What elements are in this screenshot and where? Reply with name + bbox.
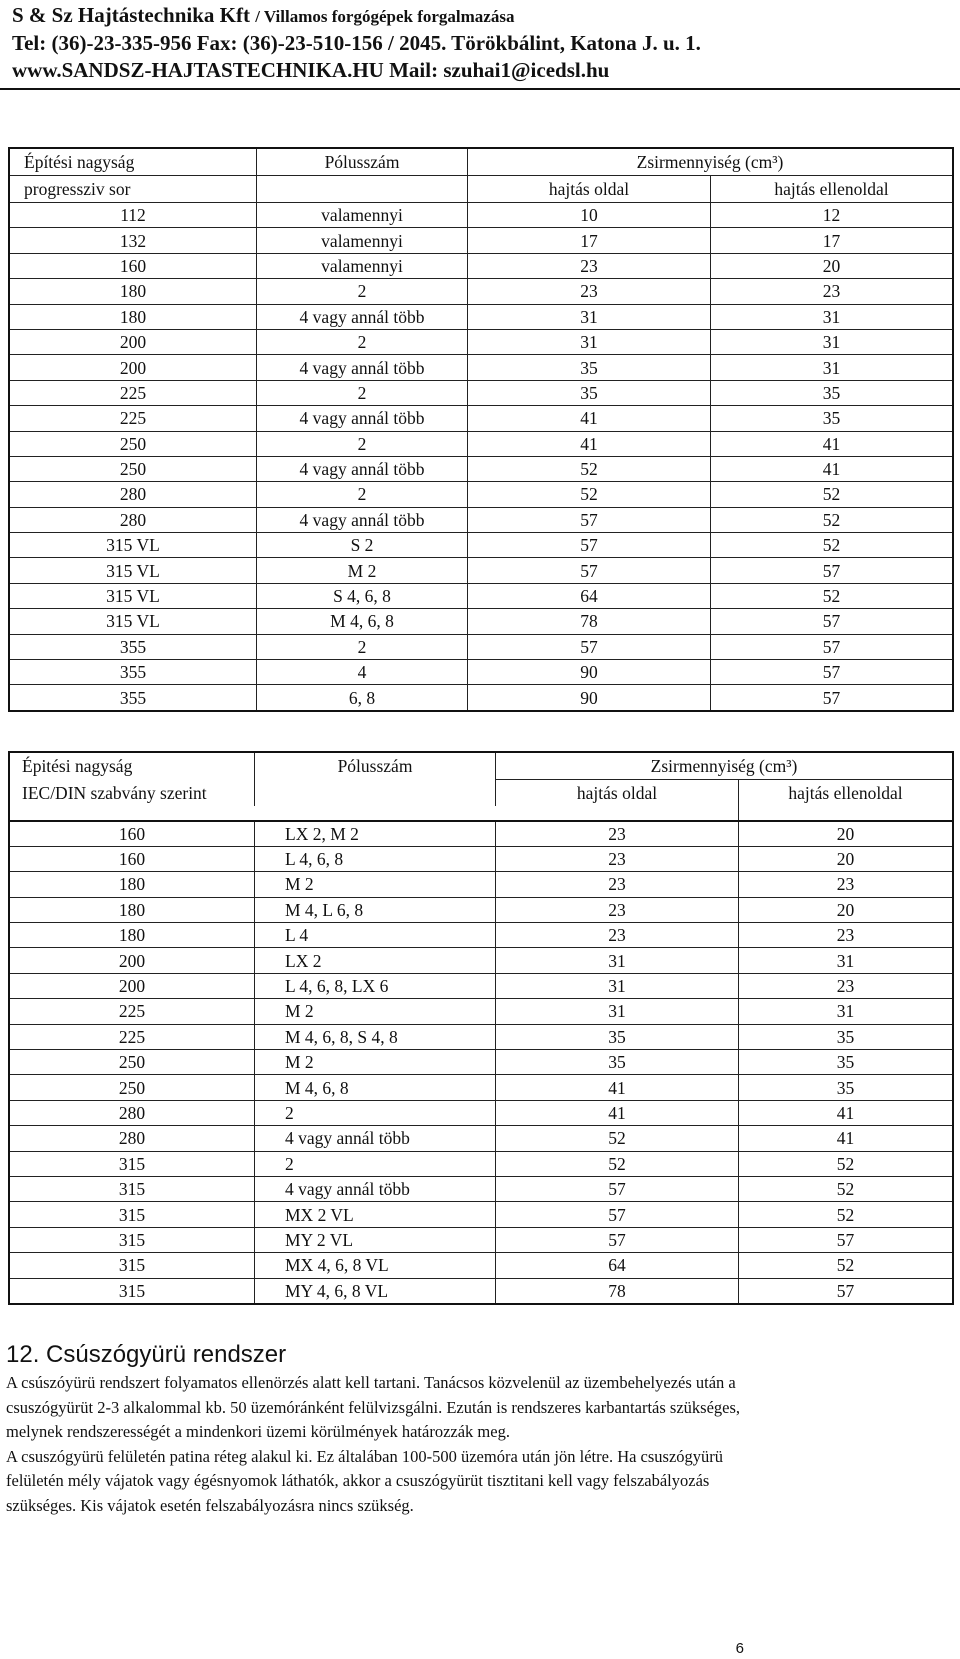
cell-opp: 57 bbox=[711, 660, 954, 685]
section-line: melynek rendszerességét a mindenkori üzemi körülmények határozzák meg. bbox=[6, 1422, 510, 1441]
cell-drive: 35 bbox=[496, 1024, 739, 1049]
cell-opp: 41 bbox=[739, 1126, 954, 1151]
cell-poles: 4 vagy annál több bbox=[255, 1126, 496, 1151]
cell-poles: 2 bbox=[257, 279, 468, 304]
cell-drive: 52 bbox=[468, 482, 711, 507]
table-row bbox=[9, 1227, 953, 1252]
cell-poles: M 4, 6, 8, S 4, 8 bbox=[255, 1024, 496, 1049]
table2-header-row-1 bbox=[9, 752, 953, 780]
cell-opp: 52 bbox=[711, 482, 954, 507]
table-row bbox=[9, 1050, 953, 1075]
cell-poles: 4 vagy annál több bbox=[257, 406, 468, 431]
cell-opp: 31 bbox=[711, 355, 954, 380]
cell-poles: M 4, 6, 8 bbox=[257, 609, 468, 634]
cell-size: 200 bbox=[9, 948, 255, 973]
page-number: 6 bbox=[735, 1640, 744, 1657]
cell-poles: M 2 bbox=[257, 558, 468, 583]
cell-drive: 52 bbox=[468, 456, 711, 481]
table-row bbox=[9, 609, 953, 634]
cell-opp: 31 bbox=[739, 948, 954, 973]
cell-opp: 52 bbox=[739, 1202, 954, 1227]
cell-poles: 6, 8 bbox=[257, 685, 468, 711]
cell-size: 355 bbox=[9, 660, 257, 685]
table-row bbox=[9, 304, 953, 329]
cell-drive: 23 bbox=[496, 923, 739, 948]
cell-size: 112 bbox=[9, 203, 257, 228]
cell-size: 180 bbox=[9, 923, 255, 948]
cell-poles: L 4, 6, 8 bbox=[255, 846, 496, 871]
table-row bbox=[9, 507, 953, 532]
table-row bbox=[9, 685, 953, 711]
cell-poles: valamennyi bbox=[257, 253, 468, 278]
table-row bbox=[9, 329, 953, 354]
cell-opp: 23 bbox=[739, 923, 954, 948]
cell-size: 315 VL bbox=[9, 583, 257, 608]
cell-poles: 2 bbox=[257, 329, 468, 354]
table-row bbox=[9, 482, 953, 507]
cell-drive: 52 bbox=[496, 1151, 739, 1176]
table-row bbox=[9, 203, 953, 228]
cell-drive: 35 bbox=[468, 355, 711, 380]
cell-size: 250 bbox=[9, 431, 257, 456]
cell-size: 225 bbox=[9, 1024, 255, 1049]
table-row bbox=[9, 923, 953, 948]
table1-head-poles: Pólusszám bbox=[257, 148, 468, 176]
table1-head-empty bbox=[257, 176, 468, 203]
cell-size: 315 bbox=[9, 1176, 255, 1201]
cell-opp: 41 bbox=[711, 431, 954, 456]
cell-opp: 57 bbox=[711, 609, 954, 634]
table2-head-grease: Zsirmennyiség (cm³) bbox=[496, 752, 954, 780]
table-row bbox=[9, 660, 953, 685]
table1-head-opposite-side: hajtás ellenoldal bbox=[711, 176, 954, 203]
cell-opp: 31 bbox=[711, 329, 954, 354]
cell-size: 132 bbox=[9, 228, 257, 253]
cell-poles: MY 4, 6, 8 VL bbox=[255, 1278, 496, 1304]
cell-size: 180 bbox=[9, 872, 255, 897]
cell-size: 315 VL bbox=[9, 533, 257, 558]
cell-poles: LX 2 bbox=[255, 948, 496, 973]
cell-poles: 2 bbox=[257, 634, 468, 659]
cell-opp: 31 bbox=[739, 999, 954, 1024]
cell-poles: MY 2 VL bbox=[255, 1227, 496, 1252]
table-row bbox=[9, 1278, 953, 1304]
cell-opp: 57 bbox=[739, 1227, 954, 1252]
cell-opp: 23 bbox=[711, 279, 954, 304]
cell-size: 225 bbox=[9, 406, 257, 431]
section-line: szükséges. Kis vájatok esetén felszabályozásra nincs szükség. bbox=[6, 1495, 414, 1515]
cell-size: 250 bbox=[9, 1075, 255, 1100]
cell-drive: 23 bbox=[496, 821, 739, 847]
cell-drive: 64 bbox=[496, 1253, 739, 1278]
cell-drive: 90 bbox=[468, 660, 711, 685]
cell-opp: 41 bbox=[711, 456, 954, 481]
cell-size: 225 bbox=[9, 380, 257, 405]
slip-ring-section bbox=[6, 1339, 946, 1518]
table1-head-size-sub: progressziv sor bbox=[9, 176, 257, 203]
cell-opp: 20 bbox=[711, 253, 954, 278]
cell-poles: 2 bbox=[257, 380, 468, 405]
cell-size: 315 bbox=[9, 1278, 255, 1304]
header-line-1 bbox=[12, 2, 952, 30]
table2-head-size-sub: IEC/DIN szabvány szerint bbox=[9, 780, 255, 806]
table-row bbox=[9, 279, 953, 304]
cell-opp: 57 bbox=[711, 685, 954, 711]
cell-drive: 41 bbox=[496, 1100, 739, 1125]
cell-size: 315 VL bbox=[9, 609, 257, 634]
cell-poles: 2 bbox=[257, 482, 468, 507]
table-row bbox=[9, 846, 953, 871]
cell-drive: 17 bbox=[468, 228, 711, 253]
company-tagline: / Villamos forgógépek forgalmazása bbox=[255, 7, 515, 26]
cell-opp: 41 bbox=[739, 1100, 954, 1125]
table2-head-poles: Pólusszám bbox=[255, 752, 496, 780]
cell-drive: 57 bbox=[496, 1202, 739, 1227]
cell-drive: 57 bbox=[496, 1176, 739, 1201]
section-title: 12. Csúszógyürü rendszer bbox=[6, 1341, 287, 1368]
table1-head-size: Építési nagyság bbox=[9, 148, 257, 176]
table-row bbox=[9, 1024, 953, 1049]
cell-drive: 23 bbox=[468, 253, 711, 278]
cell-size: 160 bbox=[9, 253, 257, 278]
header-divider bbox=[0, 88, 960, 90]
cell-size: 280 bbox=[9, 507, 257, 532]
header-web-mail-line: www.SANDSZ-HAJTASTECHNIKA.HU Mail: szuhai1@icedsl.hu bbox=[12, 58, 610, 82]
table-row bbox=[9, 634, 953, 659]
cell-opp: 52 bbox=[739, 1151, 954, 1176]
cell-drive: 31 bbox=[468, 304, 711, 329]
cell-poles: S 2 bbox=[257, 533, 468, 558]
cell-opp: 52 bbox=[739, 1253, 954, 1278]
cell-poles: 4 vagy annál több bbox=[257, 507, 468, 532]
table1-header-row-2 bbox=[9, 176, 953, 203]
cell-poles: L 4 bbox=[255, 923, 496, 948]
cell-size: 250 bbox=[9, 456, 257, 481]
table2-head-size: Épitési nagyság bbox=[9, 752, 255, 780]
cell-size: 315 bbox=[9, 1227, 255, 1252]
cell-opp: 12 bbox=[711, 203, 954, 228]
cell-size: 280 bbox=[9, 1126, 255, 1151]
table2-head-opposite-side: hajtás ellenoldal bbox=[739, 780, 954, 806]
cell-opp: 52 bbox=[711, 507, 954, 532]
table2-head-drive-side: hajtás oldal bbox=[496, 780, 739, 806]
table-row bbox=[9, 872, 953, 897]
cell-poles: valamennyi bbox=[257, 228, 468, 253]
table-row bbox=[9, 1176, 953, 1201]
cell-size: 200 bbox=[9, 973, 255, 998]
cell-drive: 57 bbox=[468, 634, 711, 659]
table-row bbox=[9, 431, 953, 456]
cell-poles: 2 bbox=[255, 1100, 496, 1125]
cell-poles: MX 4, 6, 8 VL bbox=[255, 1253, 496, 1278]
cell-drive: 41 bbox=[468, 406, 711, 431]
cell-poles: 4 vagy annál több bbox=[257, 304, 468, 329]
cell-drive: 78 bbox=[496, 1278, 739, 1304]
cell-drive: 31 bbox=[496, 948, 739, 973]
cell-drive: 41 bbox=[496, 1075, 739, 1100]
cell-drive: 57 bbox=[468, 507, 711, 532]
table1-header-row-1 bbox=[9, 148, 953, 176]
cell-opp: 17 bbox=[711, 228, 954, 253]
cell-size: 225 bbox=[9, 999, 255, 1024]
cell-opp: 20 bbox=[739, 897, 954, 922]
cell-poles: M 4, 6, 8 bbox=[255, 1075, 496, 1100]
cell-size: 315 bbox=[9, 1151, 255, 1176]
cell-poles: M 4, L 6, 8 bbox=[255, 897, 496, 922]
grease-table-iec-din bbox=[8, 751, 954, 1305]
cell-size: 180 bbox=[9, 279, 257, 304]
table-row bbox=[9, 1253, 953, 1278]
cell-poles: L 4, 6, 8, LX 6 bbox=[255, 973, 496, 998]
cell-size: 180 bbox=[9, 304, 257, 329]
cell-opp: 52 bbox=[711, 583, 954, 608]
table-row bbox=[9, 1126, 953, 1151]
section-line: A csúszóyürü rendszert folyamatos ellenörzés alatt kell tartani. Tanácsos közvelenül az üzembehelyezés után a bbox=[6, 1373, 736, 1392]
cell-poles: 2 bbox=[257, 431, 468, 456]
table2-header-row-2 bbox=[9, 780, 953, 806]
company-name: S & Sz Hajtástechnika Kft bbox=[12, 3, 250, 27]
table-row bbox=[9, 999, 953, 1024]
table-row bbox=[9, 533, 953, 558]
cell-drive: 23 bbox=[496, 846, 739, 871]
table-row bbox=[9, 1075, 953, 1100]
cell-drive: 31 bbox=[468, 329, 711, 354]
cell-size: 355 bbox=[9, 685, 257, 711]
cell-drive: 64 bbox=[468, 583, 711, 608]
cell-poles: LX 2, M 2 bbox=[255, 821, 496, 847]
table1-head-grease: Zsirmennyiség (cm³) bbox=[636, 152, 784, 172]
table-row bbox=[9, 558, 953, 583]
cell-opp: 57 bbox=[739, 1278, 954, 1304]
cell-size: 315 bbox=[9, 1202, 255, 1227]
cell-drive: 10 bbox=[468, 203, 711, 228]
cell-poles: 4 bbox=[257, 660, 468, 685]
cell-size: 200 bbox=[9, 329, 257, 354]
cell-drive: 31 bbox=[496, 999, 739, 1024]
cell-poles: MX 2 VL bbox=[255, 1202, 496, 1227]
cell-size: 280 bbox=[9, 1100, 255, 1125]
cell-opp: 35 bbox=[739, 1050, 954, 1075]
cell-drive: 35 bbox=[468, 380, 711, 405]
table-row bbox=[9, 821, 953, 847]
cell-drive: 57 bbox=[468, 558, 711, 583]
cell-opp: 35 bbox=[739, 1024, 954, 1049]
cell-size: 315 bbox=[9, 1253, 255, 1278]
cell-size: 180 bbox=[9, 897, 255, 922]
table-row bbox=[9, 973, 953, 998]
table2-spacer bbox=[9, 806, 953, 821]
section-line: csuszógyürüt 2-3 alkalommal kb. 50 üzemóránként felülvizsgálni. Ezután is rendszeres karbantartás szükséges, bbox=[6, 1397, 741, 1417]
cell-opp: 35 bbox=[711, 406, 954, 431]
cell-drive: 23 bbox=[468, 279, 711, 304]
cell-opp: 35 bbox=[711, 380, 954, 405]
cell-size: 200 bbox=[9, 355, 257, 380]
cell-poles: S 4, 6, 8 bbox=[257, 583, 468, 608]
cell-opp: 52 bbox=[739, 1176, 954, 1201]
table1-head-drive-side: hajtás oldal bbox=[468, 176, 711, 203]
cell-opp: 20 bbox=[739, 846, 954, 871]
cell-drive: 23 bbox=[496, 872, 739, 897]
cell-size: 160 bbox=[9, 821, 255, 847]
cell-drive: 52 bbox=[496, 1126, 739, 1151]
cell-opp: 52 bbox=[711, 533, 954, 558]
table-row bbox=[9, 948, 953, 973]
cell-size: 315 VL bbox=[9, 558, 257, 583]
cell-drive: 90 bbox=[468, 685, 711, 711]
cell-opp: 57 bbox=[711, 558, 954, 583]
cell-poles: 4 vagy annál több bbox=[257, 355, 468, 380]
cell-poles: 4 vagy annál több bbox=[255, 1176, 496, 1201]
cell-opp: 20 bbox=[739, 821, 954, 847]
table-row bbox=[9, 1100, 953, 1125]
table-row bbox=[9, 253, 953, 278]
cell-opp: 57 bbox=[711, 634, 954, 659]
cell-drive: 41 bbox=[468, 431, 711, 456]
cell-drive: 78 bbox=[468, 609, 711, 634]
cell-opp: 23 bbox=[739, 973, 954, 998]
cell-size: 160 bbox=[9, 846, 255, 871]
header-contact-line: Tel: (36)-23-335-956 Fax: (36)-23-510-156 / 2045. Törökbálint, Katona J. u. 1. bbox=[12, 31, 701, 55]
cell-drive: 57 bbox=[468, 533, 711, 558]
cell-drive: 57 bbox=[496, 1227, 739, 1252]
table-row bbox=[9, 1202, 953, 1227]
cell-poles: M 2 bbox=[255, 872, 496, 897]
table-row bbox=[9, 456, 953, 481]
grease-table-progressive bbox=[8, 147, 954, 712]
table-row bbox=[9, 1151, 953, 1176]
table2-head-empty bbox=[255, 780, 496, 806]
cell-size: 280 bbox=[9, 482, 257, 507]
cell-poles: 2 bbox=[255, 1151, 496, 1176]
cell-poles: 4 vagy annál több bbox=[257, 456, 468, 481]
table-row bbox=[9, 897, 953, 922]
section-line: felületén mély vájatok vagy égésnyomok láthatók, akkor a csuszógyürüt tisztitani kell vagy felszabályozás bbox=[6, 1471, 710, 1490]
cell-poles: M 2 bbox=[255, 999, 496, 1024]
table-row bbox=[9, 228, 953, 253]
cell-opp: 35 bbox=[739, 1075, 954, 1100]
cell-size: 250 bbox=[9, 1050, 255, 1075]
cell-drive: 35 bbox=[496, 1050, 739, 1075]
cell-drive: 31 bbox=[496, 973, 739, 998]
cell-size: 355 bbox=[9, 634, 257, 659]
cell-poles: valamennyi bbox=[257, 203, 468, 228]
cell-poles: M 2 bbox=[255, 1050, 496, 1075]
table-row bbox=[9, 380, 953, 405]
section-line: A csuszógyürü felületén patina réteg alakul ki. Ez általában 100-500 üzemóra után jön létre. Ha csuszógyürü bbox=[6, 1446, 724, 1466]
company-header bbox=[12, 2, 952, 84]
cell-opp: 31 bbox=[711, 304, 954, 329]
table-row bbox=[9, 355, 953, 380]
cell-opp: 23 bbox=[739, 872, 954, 897]
table-row bbox=[9, 406, 953, 431]
cell-drive: 23 bbox=[496, 897, 739, 922]
table-row bbox=[9, 583, 953, 608]
